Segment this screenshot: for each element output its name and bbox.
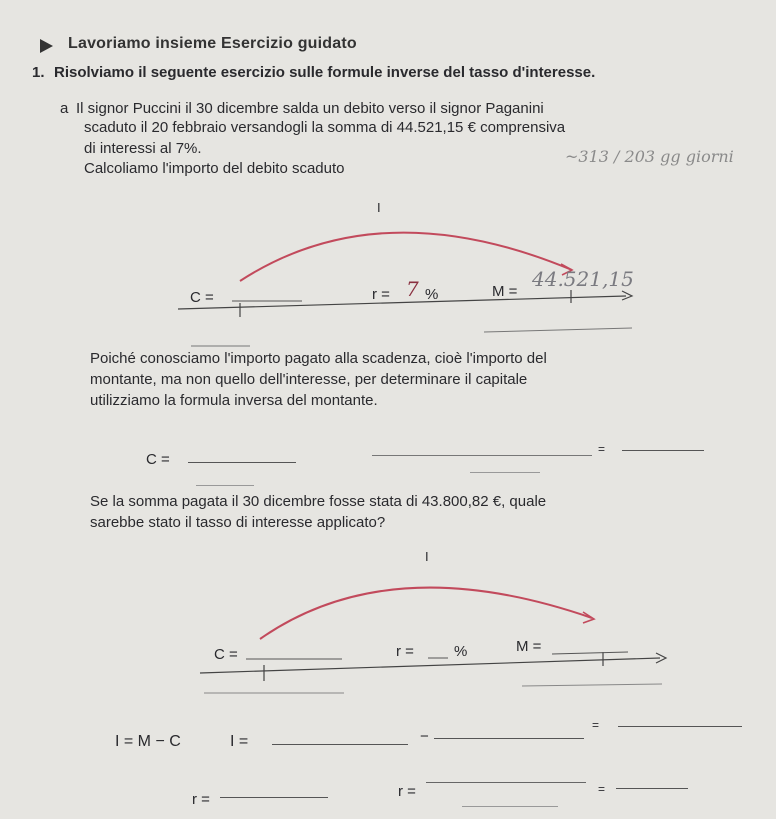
r-label-1: r = — [372, 286, 390, 303]
part-a-line-4: Calcoliamo l'importo del debito scaduto — [84, 160, 345, 177]
formula3-r-label-left: r = — [192, 791, 210, 808]
part-a-line-1: Il signor Puccini il 30 dicembre salda un debito verso il signor Paganini — [76, 100, 544, 117]
exercise-number: 1. — [32, 64, 45, 81]
formula3-result-blank — [616, 788, 688, 789]
timeline-2 — [200, 658, 660, 673]
formula2-result-blank — [618, 726, 742, 727]
explanation-line-3: utilizziamo la formula inversa del montante. — [90, 392, 378, 409]
formula2-lhs: I = M − C — [115, 733, 181, 750]
formula2-subtrahend-blank — [434, 738, 584, 739]
percent-sign-2: % — [454, 643, 468, 660]
formula3-equals: = — [598, 782, 606, 796]
c-label-2: C = — [214, 646, 238, 663]
formula3-numerator-blank — [426, 782, 586, 783]
handwritten-days-note: ~313 / 203 gg giorni — [565, 147, 734, 166]
c-label-1: C = — [190, 289, 214, 306]
r-handwritten-value-1: 7 — [406, 277, 419, 301]
m-handwritten-value-1: 44.521,15 — [532, 267, 634, 291]
explanation-line-1: Poiché conosciamo l'importo pagato alla scadenza, cioè l'importo del — [90, 350, 547, 367]
part-a-letter: a — [60, 100, 69, 117]
formula3-r-label-right: r = — [398, 783, 416, 800]
formula1-equals: = — [598, 442, 606, 456]
section-title: Lavoriamo insieme Esercizio guidato — [68, 35, 357, 52]
percent-sign-1: % — [425, 286, 439, 303]
part-a-line-2: scaduto il 20 febbraio versandogli la somma di 44.521,15 € comprensiva — [84, 119, 566, 136]
part-a-line-3: di interessi al 7%. — [84, 140, 202, 157]
m-label-2: M = — [516, 638, 542, 655]
formula2-minuend-blank — [272, 744, 408, 745]
exercise-title: Risolviamo il seguente esercizio sulle formule inverse del tasso d'interesse. — [54, 64, 596, 81]
interest-tick-label-2: I — [425, 549, 429, 564]
question-line-1: Se la somma pagata il 30 dicembre fosse stata di 43.800,82 €, quale — [90, 493, 547, 510]
question-line-2: sarebbe stato il tasso di interesse applicato? — [90, 514, 386, 531]
arc-2 — [260, 588, 592, 639]
explanation-line-2: montante, ma non quello dell'interesse, per determinare il capitale — [90, 371, 528, 388]
date-blank-right-2 — [522, 684, 662, 686]
m-label-1: M = — [492, 283, 518, 300]
formula3-denominator-blank — [462, 806, 558, 807]
formula3-r-blank-left — [220, 797, 328, 798]
interest-tick-label-1: I — [377, 200, 381, 215]
formula2-equals: = — [592, 718, 600, 732]
formula1-c-label: C = — [146, 451, 170, 468]
formula2-i-label: I = — [230, 733, 249, 750]
formula2-minus: − — [420, 728, 429, 745]
r-label-2: r = — [396, 643, 414, 660]
m-blank-2 — [552, 652, 628, 654]
